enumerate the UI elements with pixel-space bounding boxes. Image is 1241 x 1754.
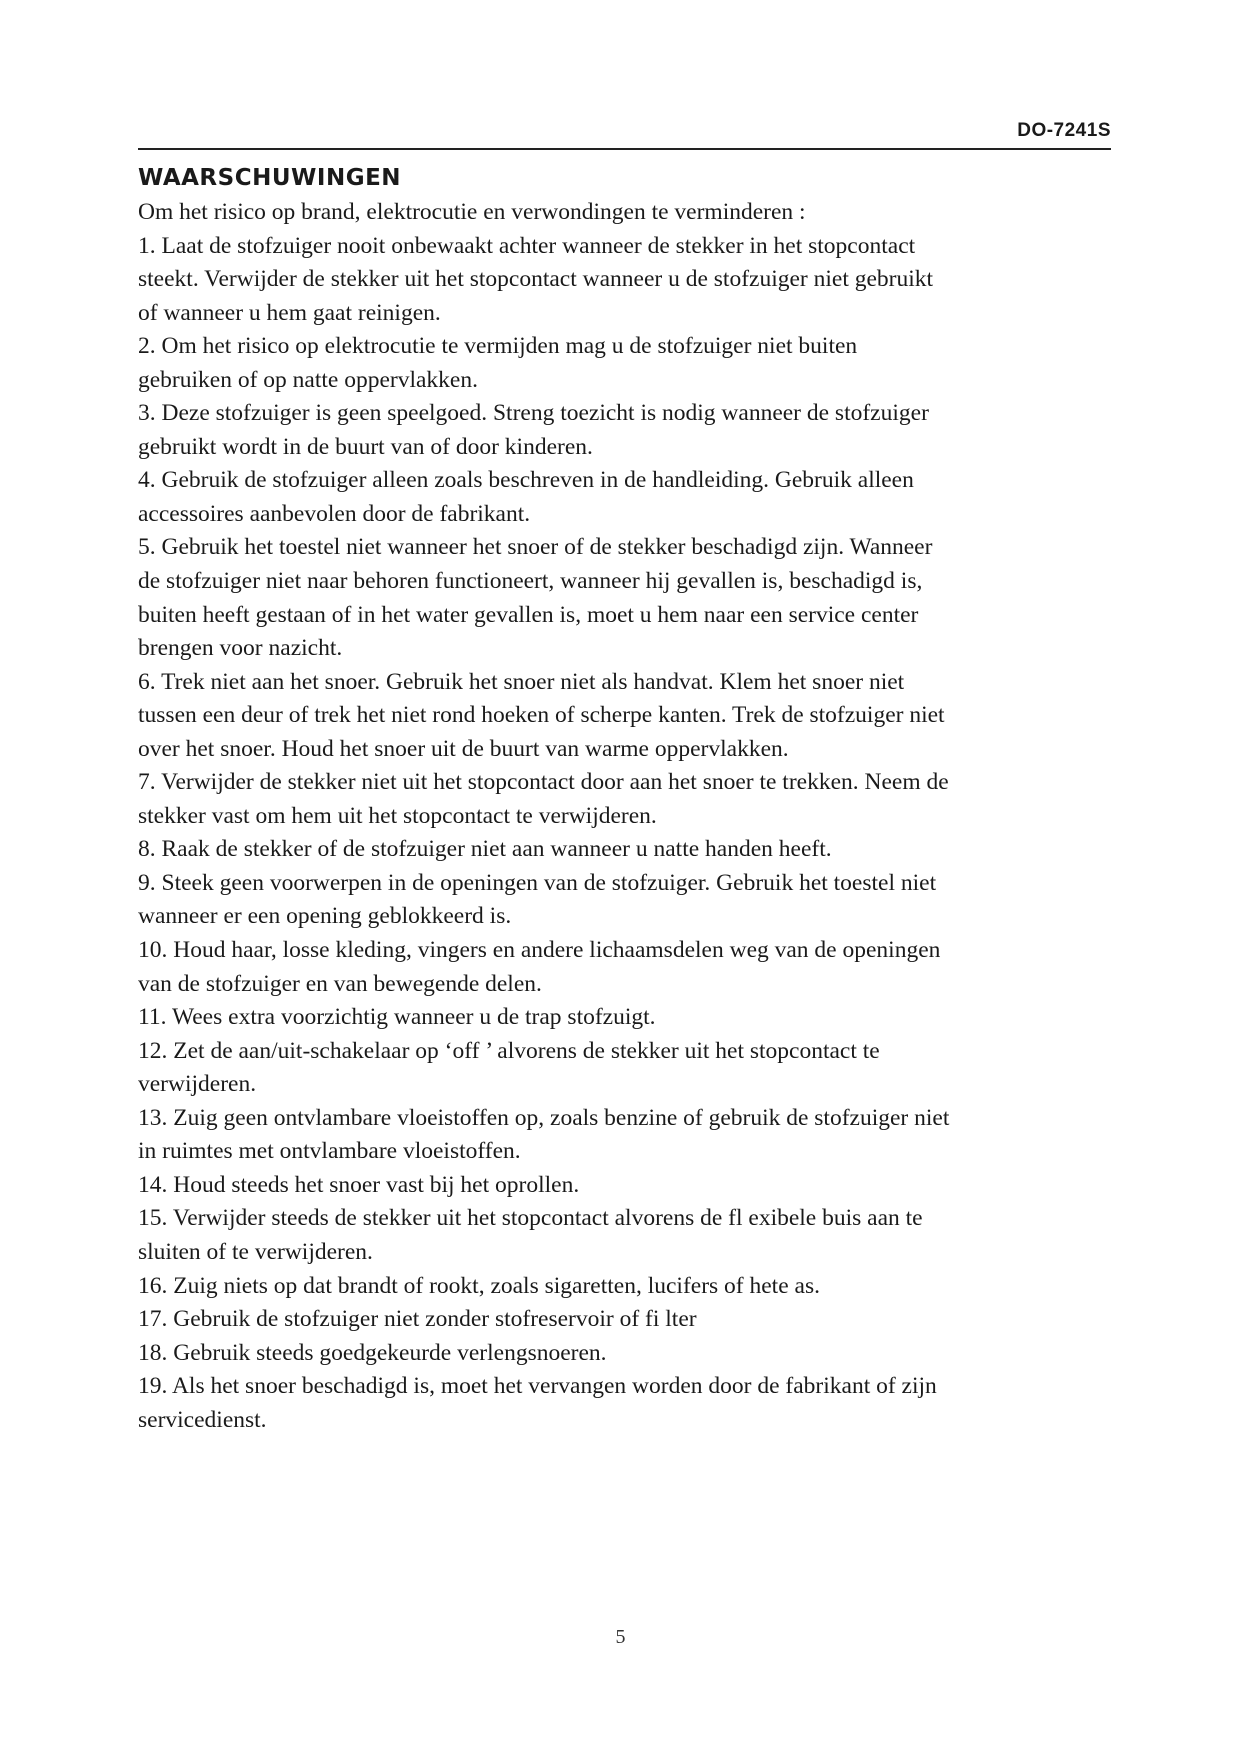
text-line: accessoires aanbevolen door de fabrikant.: [138, 500, 531, 527]
text-line: 15. Verwijder steeds de stekker uit het stopcontact alvorens de fl exibele buis aan te: [138, 1205, 923, 1232]
text-line: verwijderen.: [138, 1071, 257, 1098]
text-line: 3. Deze stofzuiger is geen speelgoed. Streng toezicht is nodig wanneer de stofzuiger: [138, 400, 929, 427]
text-line: van de stofzuiger en van bewegende delen.: [138, 970, 542, 997]
text-line: steekt. Verwijder de stekker uit het stopcontact wanneer u de stofzuiger niet gebruikt: [138, 266, 934, 293]
text-line: 12. Zet de aan/uit-schakelaar op ‘off ’ alvorens de stekker uit het stopcontact te: [138, 1037, 880, 1064]
text-line: 7. Verwijder de stekker niet uit het stopcontact door aan het snoer te trekken. Neem de: [138, 769, 949, 796]
text-line: de stofzuiger niet naar behoren functioneert, wanneer hij gevallen is, beschadigd is,: [138, 568, 923, 595]
text-line: wanneer er een opening geblokkeerd is.: [138, 903, 512, 930]
text-line: 11. Wees extra voorzichtig wanneer u de trap stofzuigt.: [138, 1004, 656, 1031]
text-line: over het snoer. Houd het snoer uit de buurt van warme oppervlakken.: [138, 735, 789, 762]
warnings-section: [138, 160, 1118, 1437]
text-line: servicedienst.: [138, 1406, 267, 1433]
text-line: 18. Gebruik steeds goedgekeurde verlengsnoeren.: [138, 1339, 607, 1366]
text-line: 14. Houd steeds het snoer vast bij het oprollen.: [138, 1171, 580, 1198]
text-line: tussen een deur of trek het niet rond hoeken of scherpe kanten. Trek de stofzuiger niet: [138, 702, 945, 729]
text-line: 10. Houd haar, losse kleding, vingers en andere lichaamsdelen weg van de openingen: [138, 937, 941, 964]
text-line: 5. Gebruik het toestel niet wanneer het snoer of de stekker beschadigd zijn. Wanneer: [138, 534, 933, 561]
text-line: in ruimtes met ontvlambare vloeistoffen.: [138, 1138, 521, 1165]
text-line: 17. Gebruik de stofzuiger niet zonder stofreservoir of fi lter: [138, 1306, 697, 1333]
text-line: 8. Raak de stekker of de stofzuiger niet aan wanneer u natte handen heeft.: [138, 836, 832, 863]
section-title: WAARSCHUWINGEN: [138, 165, 402, 191]
text-line: brengen voor nazicht.: [138, 635, 343, 662]
header-rule: [138, 148, 1111, 150]
text-line: of wanneer u hem gaat reinigen.: [138, 299, 441, 326]
text-line: 2. Om het risico op elektrocutie te vermijden mag u de stofzuiger niet buiten: [138, 333, 858, 360]
text-line: 19. Als het snoer beschadigd is, moet het vervangen worden door de fabrikant of zijn: [138, 1373, 937, 1400]
text-line: Om het risico op brand, elektrocutie en verwondingen te verminderen :: [138, 199, 806, 225]
text-line: 13. Zuig geen ontvlambare vloeistoffen op, zoals benzine of gebruik de stofzuiger niet: [138, 1104, 950, 1131]
page-header: [138, 116, 1111, 152]
text-line: 16. Zuig niets op dat brandt of rookt, zoals sigaretten, lucifers of hete as.: [138, 1272, 820, 1299]
text-line: sluiten of te verwijderen.: [138, 1238, 373, 1265]
text-line: gebruiken of op natte oppervlakken.: [138, 366, 478, 393]
model-code: DO-7241S: [1017, 120, 1111, 141]
warnings-text: [138, 196, 1118, 1437]
text-line: buiten heeft gestaan of in het water gevallen is, moet u hem naar een service center: [138, 601, 919, 628]
text-line: gebruikt wordt in de buurt van of door kinderen.: [138, 433, 593, 460]
text-line: 1. Laat de stofzuiger nooit onbewaakt achter wanneer de stekker in het stopcontact: [138, 232, 916, 259]
text-line: 9. Steek geen voorwerpen in de openingen van de stofzuiger. Gebruik het toestel niet: [138, 869, 937, 896]
text-line: 6. Trek niet aan het snoer. Gebruik het snoer niet als handvat. Klem het snoer niet: [138, 668, 905, 695]
text-line: stekker vast om hem uit het stopcontact te verwijderen.: [138, 802, 657, 829]
page-number: 5: [615, 1626, 626, 1648]
text-line: 4. Gebruik de stofzuiger alleen zoals beschreven in de handleiding. Gebruik alleen: [138, 467, 914, 494]
